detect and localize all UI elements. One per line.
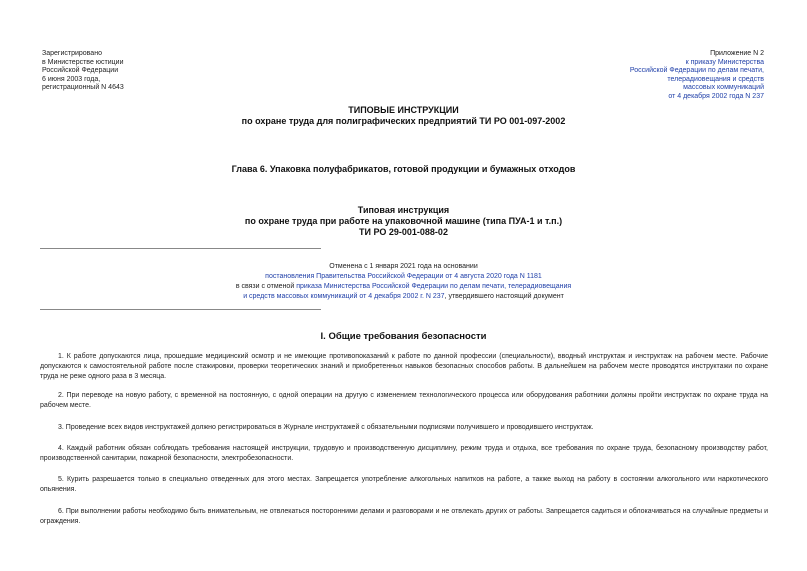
registration-line: 6 июня 2003 года, [42, 75, 101, 83]
paragraph: 4. Каждый работник обязан соблюдать требования настоящей инструкции, трудовую и производственную дисциплину, режим труда и отдыха, все требования по охране труда, безопасному производству работ, производственной санитарии, пожарной безопасности, электробезопасности. [40, 445, 768, 462]
paragraph: 1. К работе допускаются лица, прошедшие медицинский осмотр и не имеющие противопоказаний к работе по данной профессии (специальности), вводный инструктаж и инструктаж на рабочем месте. Рабочие допускаются к самостоятельной работе после стажировки, проверки теоретических знаний и приобретенных навыков безопасных способов работы. В дальнейшем на рабочем месте проводятся инструктажи по охране труда не реже одного раза в 3 месяца. [40, 353, 768, 380]
divider [40, 309, 321, 310]
main-title-line: по охране труда для полиграфических предприятий ТИ РО 001-097-2002 [241, 116, 566, 126]
cancellation-note [0, 262, 807, 302]
main-title-line: ТИПОВЫЕ ИНСТРУКЦИИ [348, 105, 459, 115]
main-title [0, 105, 807, 127]
registration-line: Российской Федерации [42, 67, 119, 74]
instruction-title [0, 205, 807, 238]
section-title: I. Общие требования безопасности [320, 331, 487, 342]
instruction-title-line: Типовая инструкция [357, 205, 450, 215]
paragraph: 2. При переводе на новую работу, с временной на постоянную, с одной операции на другую с изменением технологического процесса или оборудования работники должны пройти инструктаж по охране труда на рабочем месте. [40, 392, 768, 409]
appendix-order-link[interactable]: телерадиовещания и средств [667, 75, 764, 83]
appendix-order-link[interactable]: от 4 декабря 2002 года N 237 [668, 92, 764, 100]
paragraph: 3. Проведение всех видов инструктажей должно регистрироваться в Журнале инструктажей с обязательными подписями получившего и проводившего инструктаж. [58, 424, 594, 431]
appendix-order-link[interactable]: к приказу Министерства [685, 58, 764, 66]
appendix-line: Приложение N 2 [710, 50, 764, 57]
registration-line: Зарегистрировано [42, 50, 102, 57]
cancellation-text: , утвердившего настоящий документ [444, 293, 564, 300]
cancellation-text: в связи с отменой [235, 283, 297, 290]
chapter-title: Глава 6. Упаковка полуфабрикатов, готовой продукции и бумажных отходов [231, 164, 576, 174]
ministry-order-link[interactable]: приказа Министерства Российской Федерации по делам печати, телерадиовещания [296, 283, 572, 290]
instruction-title-line: по охране труда при работе на упаковочной машине (типа ПУА-1 и т.п.) [244, 216, 563, 226]
appendix-order-link[interactable]: массовых коммуникаций [683, 84, 764, 91]
appendix-note [630, 50, 764, 101]
divider [40, 248, 321, 249]
registration-line: в Министерстве юстиции [42, 58, 124, 66]
paragraph: 5. Курить разрешается только в специально отведенных для этого местах. Запрещается употребление алкогольных напитков на работе, а также выход на работу в состоянии алкогольного или наркотического опьянения. [40, 476, 768, 493]
cancellation-line: Отменена с 1 января 2021 года на основании [329, 263, 478, 270]
paragraph: 6. При выполнении работы необходимо быть внимательным, не отвлекаться посторонними делами и разговорами и не отвлекать других от работы. Запрещается садиться и облокачиваться на случайные предметы и ограждения. [40, 508, 768, 525]
appendix-order-link[interactable]: Российской Федерации по делам печати, [629, 67, 764, 74]
registration-line: регистрационный N 4643 [42, 84, 124, 91]
registration-note [42, 50, 124, 93]
government-decree-link[interactable]: постановления Правительства Российской Федерации от 4 августа 2020 года N 1181 [265, 273, 542, 280]
ministry-order-link[interactable]: и средств массовых коммуникаций от 4 декабря 2002 г. N 237 [243, 293, 445, 300]
instruction-title-line: ТИ РО 29-001-088-02 [359, 227, 448, 237]
